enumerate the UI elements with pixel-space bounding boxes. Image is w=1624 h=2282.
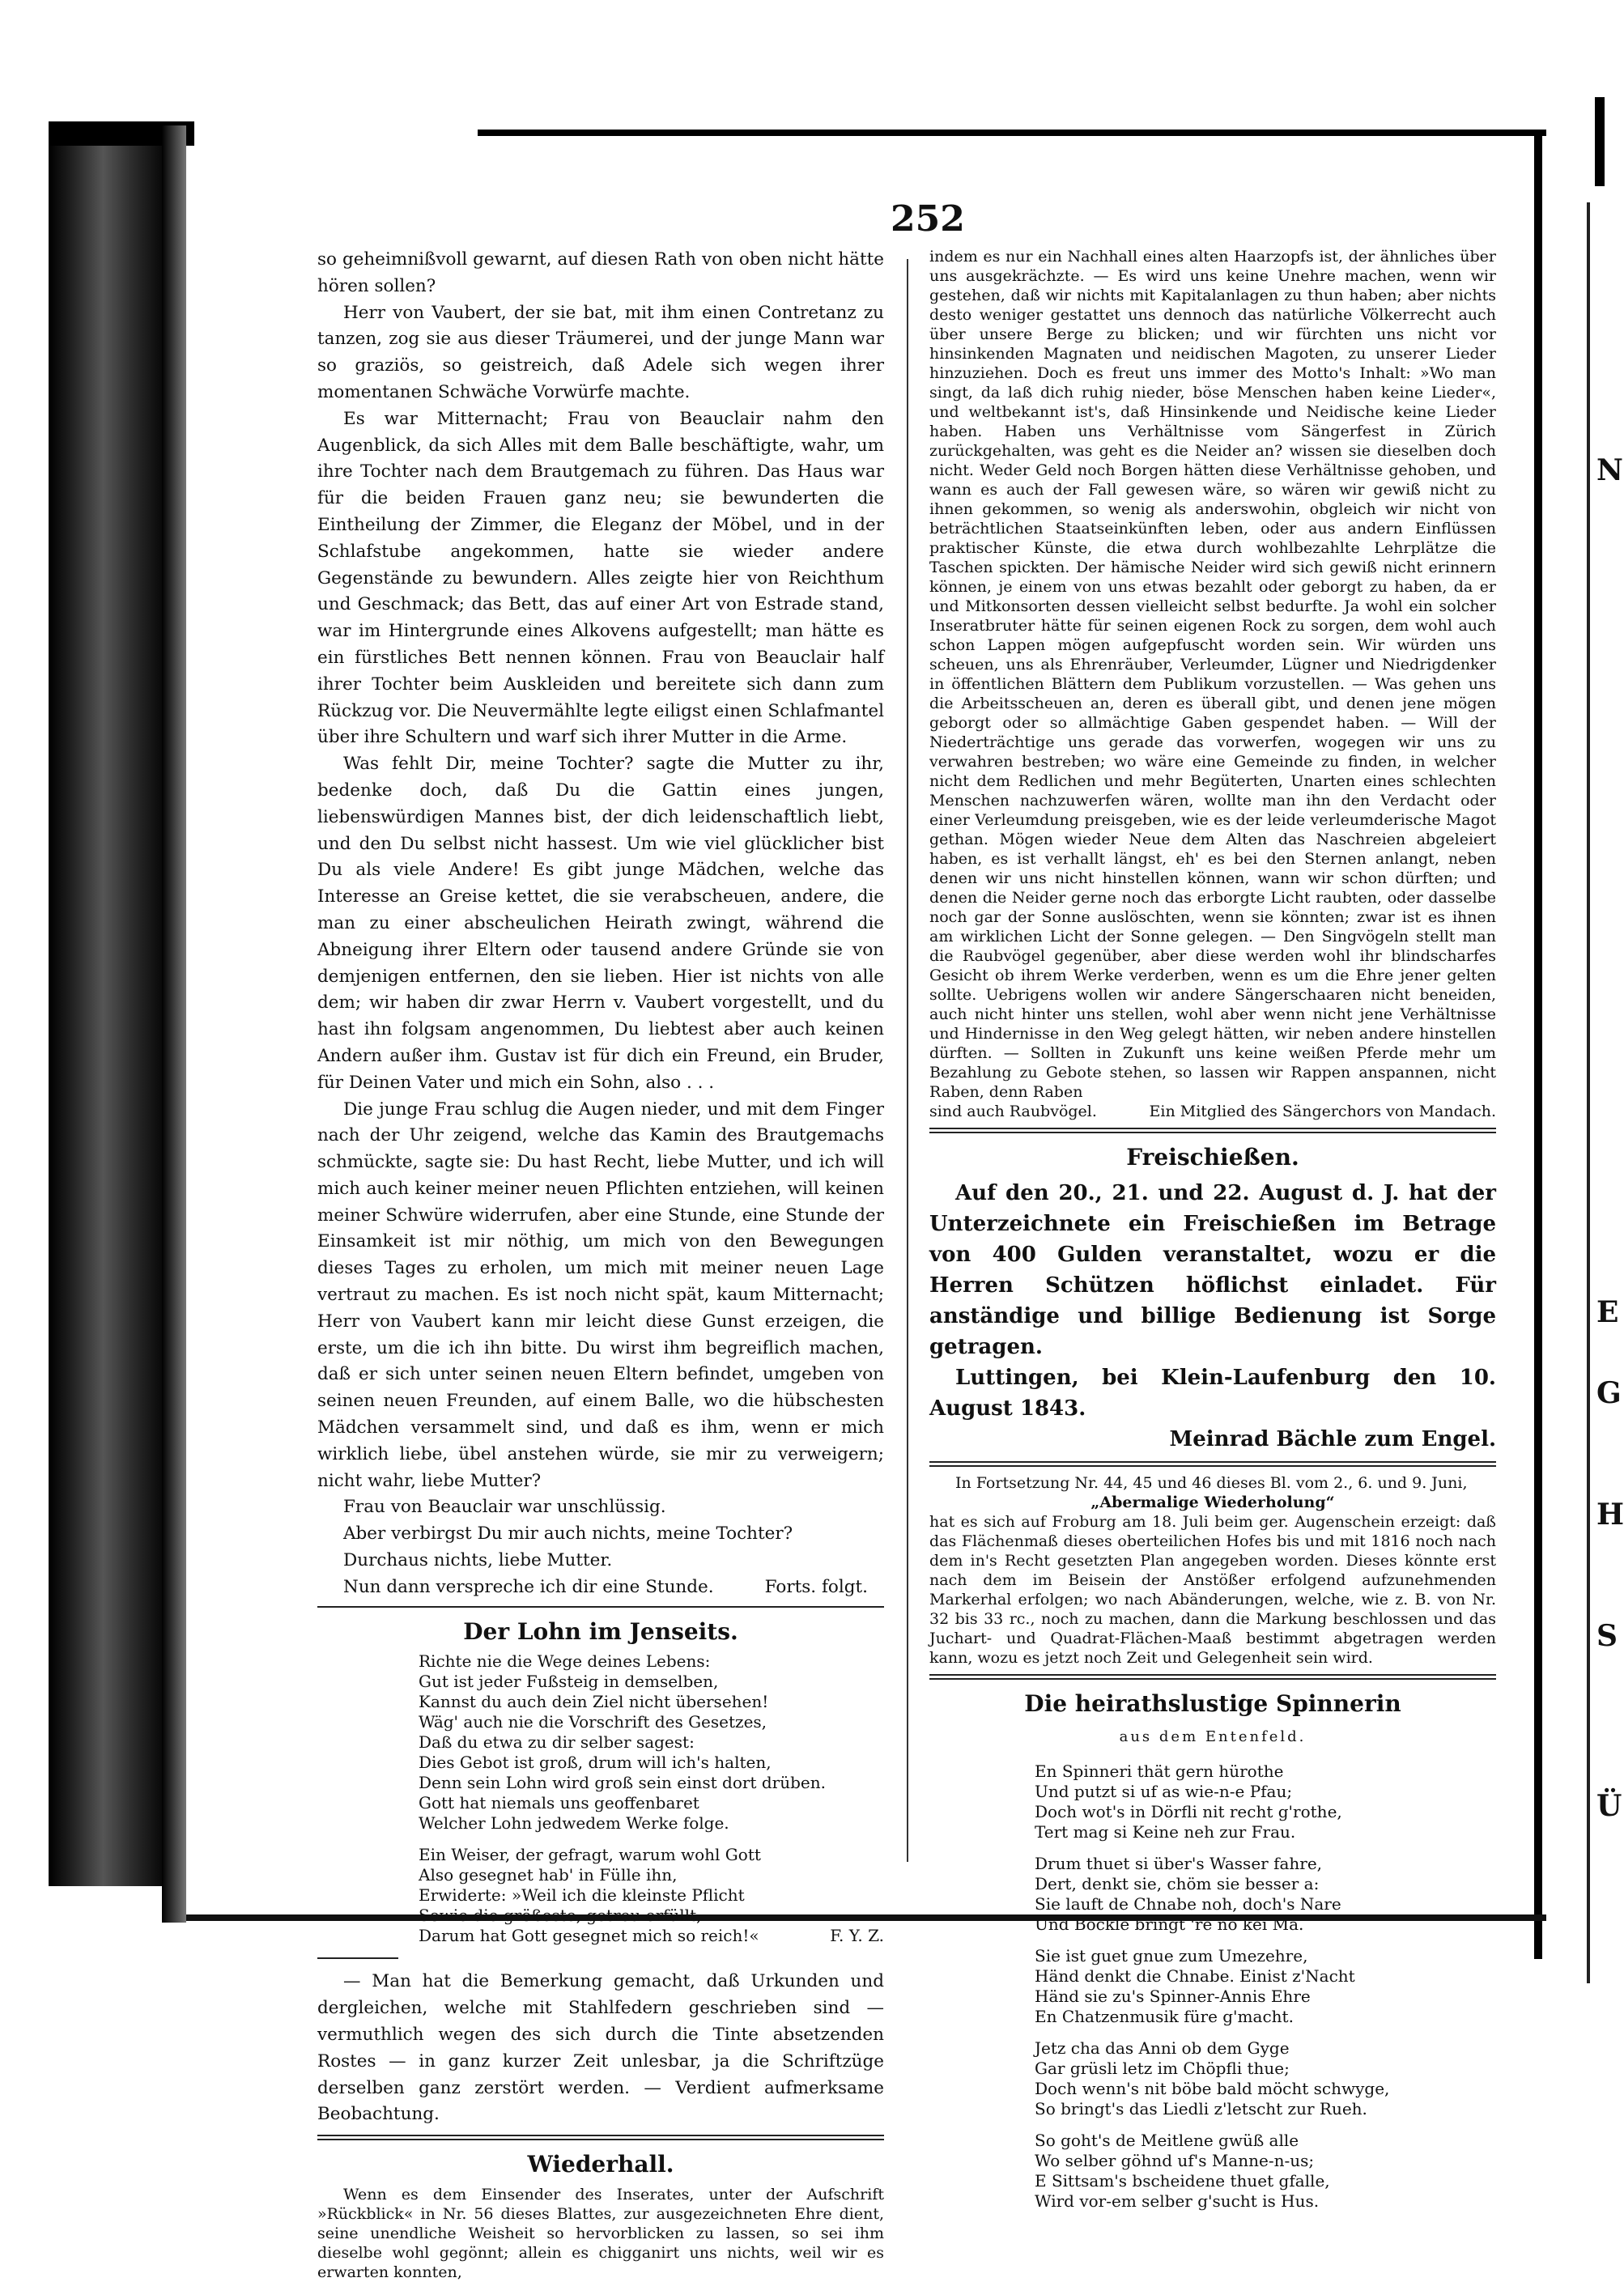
poem-line: En Spinneri thät gern hürothe [1035,1761,1284,1782]
margin-fragment: N [1596,453,1623,487]
poem-line: Wäg' auch nie die Vorschrift des Gesetzes, [419,1712,767,1732]
spinnerin-poem [929,1761,1496,2212]
poem-stanza [1035,2038,1496,2119]
page-gutter-shadow [162,125,186,1923]
poem-line: Dies Gebot ist groß, drum will ich's halten, [419,1753,772,1773]
serial-last-line: Nun dann verspreche ich dir eine Stunde. [343,1576,714,1597]
freischiessen-place: Luttingen, bei Klein-Laufenburg den 10. August 1843. [929,1365,1496,1421]
poem-line: Drum thuet si über's Wasser fahre, [1035,1854,1323,1874]
poem-line: Dert, denkt sie, chöm sie besser a: [1035,1874,1320,1894]
poem-signature: F. Y. Z. [830,1926,884,1946]
adjacent-page-strip [1562,97,1619,1959]
poem-line: Händ sie zu's Spinner-Annis Ehre [1035,1987,1311,2007]
continuation-note: Forts. folgt. [764,1576,868,1597]
poem-line: Jetz cha das Anni ob dem Gyge [1035,2038,1290,2059]
freischiessen-title: Freischießen. [1126,1144,1299,1171]
left-column [317,247,884,2282]
serial-paragraph: Was fehlt Dir, meine Tochter? sagte die Mutter zu ihr, bedenke doch, daß Du die Gattin eines jungen, liebenswürdigen Mannes bist, der dich leidenschaftlich liebt, und den Du selbst nicht hassest. Um wie viel glücklicher bist Du als viele Andere! Es gibt junge Mädchen, welche das Interesse an Greise kettet, die sie verabscheuen, andere, die man zu einer abscheulichen Heirath zwingt, während die Abneigung ihrer Eltern oder tausend andere Gründe sie von demjenigen entfernen, den sie lieben. Hier ist nichts von alle dem; wir haben dir zwar Herrn v. Vaubert vorgestellt, und du hast ihn folgsam angenommen, Du liebtest aber auch keinen Andern außer ihm. Gustav ist für dich ein Freund, ein Bruder, für Deinen Vater und mich ein Sohn, also . . . [317,754,884,1093]
poem-line: So goht's de Meitlene gwüß alle [1035,2131,1299,2151]
note-paragraph: — Man hat die Bemerkung gemacht, daß Urkunden und dergleichen, welche mit Stahlfedern geschrieben sind — vermuthlich wegen des sich durch die Tinte absetzenden Rostes — in ganz kurzer Zeit unlesbar, ja die Schriftzüge derselben ganz zerstört werden. — Verdient aufmerksame Beobachtung. [317,1971,884,2125]
poem-stanza [1035,1946,1496,2027]
margin-fragment: E [1596,1295,1619,1329]
poem-line: Darum hat Gott gesegnet mich so reich!« [419,1926,759,1946]
poem-line: Gott hat niemals uns geoffenbaret [419,1793,699,1813]
poem-title: Der Lohn im Jenseits. [463,1617,738,1645]
poem-line: Welcher Lohn jedwedem Werke folge. [419,1813,729,1834]
section-double-rule [929,1461,1496,1467]
freischiessen-text: Auf den 20., 21. und 22. August d. J. hat der Unterzeichnete ein Freischießen im Betrage von 400 Gulden veranstaltet, wozu er die Herren Schützen höflichst einladet. Für anständige und billige Bedienung ist Sorge getragen. [929,1180,1496,1359]
poem-line: E Sittsam's bscheidene thuet gfalle, [1035,2171,1330,2191]
freischiessen-signature: Meinrad Bächle zum Engel. [1169,1426,1496,1451]
wiederhall-signature: Ein Mitglied des Sängerchors von Mandach. [1149,1103,1496,1120]
poem-line: En Chatzenmusik füre g'macht. [1035,2007,1294,2027]
fortsetzung-text: hat es sich auf Froburg am 18. Juli beim ger. Augenschein erzeigt: daß das Flächenmaß dieses oberteilichen Hofes bis und mit 1816 noch nach dem in's Recht gesetzten Plan angegeben worden. Dieses könnte erst nach dem im Beisein der Anstößer erfolgend aufzunehmenden Markerhal erfolgen; wo nach Abänderungen, welche, wie z. B. von Nr. 32 bis 33 rc., noch zu machen, dann die Markung beschlossen und das Juchart- und Quadrat-Flächen-Maaß bestimmt abgetragen werden kann, wozu es jetzt noch Zeit und Gelegenheit sein wird. [929,1512,1496,1667]
poem-line: Sie lauft de Chnabe noh, doch's Nare [1035,1894,1341,1914]
section-double-rule [317,2135,884,2140]
frame-top-edge [478,130,1546,136]
serial-line: Frau von Beauclair war unschlüssig. [343,1497,666,1518]
wiederhall-last-line: sind auch Raubvögel. [929,1103,1097,1120]
serial-paragraph: Herr von Vaubert, der sie bat, mit ihm einen Contretanz zu tanzen, zog sie aus dieser Träumerei, und der junge Mann war so graziös, so geistreich, daß Adele sich wegen ihrer momentanen Schwäche Vorwürfe machte. [317,302,884,402]
poem-line: Sowie die größeste, getreu erfüllt, [419,1906,702,1926]
poem-line: Wo selber göhnd uf's Manne-n-us; [1035,2151,1315,2171]
poem-line: Ein Weiser, der gefragt, warum wohl Gott [419,1845,761,1865]
poem-last-row [419,1926,884,1946]
poem-line: Wird vor-em selber g'sucht is Hus. [1035,2191,1320,2212]
poem-line: Gar grüsli letz im Chöpfli thue; [1035,2059,1290,2079]
book-binding-edge [0,0,186,1991]
poem-stanza [1035,2131,1496,2212]
poem-stanza [419,1845,884,1946]
poem-line: Tert mag si Keine neh zur Frau. [1035,1822,1296,1842]
adjacent-page-edge [1587,202,1590,1983]
serial-last-row [317,1574,884,1601]
poem-line: Doch wot's in Dörfli nit recht g'rothe, [1035,1802,1342,1822]
margin-fragment: G [1596,1376,1622,1410]
poem-line: Gut ist jeder Fußsteig in demselben, [419,1672,719,1692]
serial-line: Aber verbirgst Du mir auch nichts, meine Tochter? [343,1523,793,1545]
section-double-rule [929,1674,1496,1680]
poem-stanza [419,1651,884,1834]
spinnerin-subtitle: aus dem Entenfeld. [1119,1727,1307,1745]
poem-line: Also gesegnet hab' in Fülle ihn, [419,1865,678,1885]
poem-line: Denn sein Lohn wird groß sein einst dort drüben. [419,1773,826,1793]
fortsetzung-line: In Fortsetzung Nr. 44, 45 und 46 dieses Bl. vom 2., 6. und 9. Juni, [955,1473,1468,1492]
poem-stanza [1035,1854,1496,1935]
short-rule [317,1957,398,1959]
serial-paragraph: Die junge Frau schlug die Augen nieder, und mit dem Finger nach der Uhr zeigend, welche das Kamin des Brautgemachs schmückte, sagte sie: Du hast Recht, liebe Mutter, und ich will mich auch keiner meiner neuen Pflichten entziehen, will keinen meiner Schwüre widerrufen, aber eine Stunde, eine Stunde der Einsamkeit ist mir nöthig, um mich von den Bewegungen dieses Tages zu erholen, um mich mit meiner neuen Lage vertraut zu machen. Es ist noch nicht spät, kaum Mitternacht; Herr von Vaubert kann mir leicht diese Gunst erzeigen, die erste, um die ich ihn bitte. Du wirst ihm begreiflich machen, daß er sich unter seinen neuen Eltern befindet, umgeben von seinen neuen Freunden, auf einem Balle, wo die hübschesten Mädchen versammelt sind, und daß es ihm, wenn er mich wirklich liebe, übel anstehen würde, sie mir zu verweigern; nicht wahr, liebe Mutter? [317,1099,884,1491]
poem-stanza [1035,1761,1496,1842]
serial-line: Durchaus nichts, liebe Mutter. [343,1550,613,1571]
wiederhall-paragraph: Wenn es dem Einsender des Inserates, unter der Aufschrift »Rückblick« in Nr. 56 dieses Blattes, zur ausgezeichneten Ehre dient, seine unendliche Weisheit so hervorblicken zu lassen, so sei ihm dieselbe wohl gegönnt; allein es chigganirt uns nichts, weil wir es erwarten konnten, [317,2186,884,2282]
serial-paragraph: so geheimnißvoll gewarnt, auf diesen Rath von oben nicht hätte hören sollen? [317,249,884,296]
spinnerin-title: Die heirathslustige Spinnerin [1024,1689,1401,1717]
right-column [929,247,1496,2223]
margin-fragment: S [1596,1619,1618,1653]
section-double-rule [929,1128,1496,1133]
poem-line: Erwiderte: »Weil ich die kleinste Pflicht [419,1885,745,1906]
poem-line: Kannst du auch dein Ziel nicht übersehen! [419,1692,769,1712]
adjacent-page-bar [1595,97,1605,186]
poem-line: Händ denkt die Chnabe. Einist z'Nacht [1035,1966,1355,1987]
poem-line: Und Böckle bringt 're no kei Ma. [1035,1914,1304,1935]
serial-paragraph: Es war Mitternacht; Frau von Beauclair nahm den Augenblick, da sich Alles mit dem Balle beschäftigte, wahr, um ihre Tochter nach dem Brautgemach zu führen. Das Haus war für die beiden Frauen ganz neu; sie bewunderten die Eintheilung der Zimmer, die Eleganz der Möbel, und in der Schlafstube angekommen, hatte sie wieder andere Gegenstände zu bewundern. Alles zeigte hier von Reichthum und Geschmack; das Bett, das auf einer Art von Estrade stand, war im Hintergrunde eines Alkovens aufgestellt; man hätte es ein fürstliches Bett nennen können. Frau von Beauclair half ihrer Tochter beim Auskleiden und bereitete sich dann zum Rückzug vor. Die Neuvermählte legte eiligst einen Schlafmantel über ihre Schultern und warf sich ihrer Mutter in die Arme. [317,408,884,748]
frame-right-edge [1534,130,1542,1959]
margin-fragment: H [1596,1498,1624,1532]
wiederhall-last-row [929,1102,1496,1121]
page-number: 252 [891,198,965,240]
wiederhall-continued: indem es nur ein Nachhall eines alten Haarzopfs ist, der ähnliches über uns ausgekrächzte. — Es wird uns keine Unehre machen, wenn wir gestehen, daß wir nichts mit Kapitalanlagen zu thun haben; aber nichts desto weniger gestattet uns dennoch das natürliche Völkerrecht auch über unsere Berge zu blicken; und wir fürchten uns nicht vor hinsinkenden Magnaten und neidischen Magoten, zu unserer Lieder hinzuziehen. Doch es freut uns immer des Motto's Inhalt: »Wo man singt, da laß dich ruhig nieder, böse Menschen haben keine Lieder«, und weltbekannt ist's, daß Hinsinkende und Neidische keine Lieder haben. Haben uns Verhältnisse vom Sängerfest in Zürich zurückgehalten, was geht es die Neider an? wissen sie dieselben doch nicht. Weder Geld noch Borgen hätten diese Verhältnisse gehoben, und wann es auch der Fall gewesen wäre, so wären wir gewiß nicht zu ihnen gekommen, so wenig als anderswohin, obgleich wir nicht von beträchtlichen Staatseinkünften leben, oder aus andern Einflüssen praktischer Künste, die etwa durch wohlbezahlte Lehrplätze die Taschen spickten. Der hämische Neider wird sich gewiß nicht erinnern können, je einem von uns etwas bezahlt oder geborgt zu haben, da er und Mitkonsorten dessen vielleicht selbst bedurfte. Ja wohl ein solcher Inseratbruter hätte für seinen eigenen Rock zu sorgen, dem wohl auch schon Lappen mögen aufgepfuscht worden sein. Wir würden uns scheuen, uns als Ehrenräuber, Verleumder, Lügner und Niedrigdenker in öffentlichen Blättern dem Publikum vorzustellen. — Was gehen uns die Arbeitsscheuen an, deren es überall gibt, und denen jene mögen geborgt oder so allmächtige Gaben gespendet haben. — Will der Niederträchtige uns gerade das vorwerfen, wogegen wir uns zu verwahren bestreben; wo wäre eine Gemeinde zu finden, in welcher nicht dem Redlichen und mehr Begüterten, Unarten eines schlechten Menschen nachzuwerfen wären, wollte man ihn den Verdacht oder einer Verleumdung preisgeben, wie es der leide verleumderische Magot gethan. Mögen wieder Neue dem Alten das Naschreien abgeleiert haben, es ist verhallt längst, eh' es bei den Sternen anlangt, neben denen wir uns nicht hinstellen können, wann wir schon dürften; und denen die Neider gerne noch das erborgte Licht raubten, oder dasselbe noch gar der Sonne auslöschten, wenn sie könnten; zwar ist es ihnen am wirklichen Licht der Sonne gelegen. — Den Singvögeln stellt man die Raubvögel gegenüber, aber diese werden wohl ihr blindscharfes Gesicht ob ihrem Werke verderben, wenn es um die Ehre jener gelten sollte. Uebrigens wollen wir andere Sängerschaaren nicht beneiden, auch nicht hinter uns stellen, wohl aber wenn nicht jene Verhältnisse und Hindernisse in den Weg gelegt hätten, wir neben andere hinstellen dürften. — Sollten in Zukunft uns keine weißen Pferde mehr um Bezahlung zu Gebote stehen, so lassen wir Rappen anspannen, nicht Raben, denn Raben [929,248,1496,1101]
poem-line: Und putzt si uf as wie-n-e Pfau; [1035,1782,1293,1802]
poem-line: Doch wenn's nit böbe bald möcht schwyge, [1035,2079,1390,2099]
poem-line: Daß du etwa zu dir selber sagest: [419,1732,695,1753]
wiederhall-title: Wiederhall. [527,2151,674,2178]
poem-line: Richte nie die Wege deines Lebens: [419,1651,711,1672]
poem [317,1651,884,1946]
fortsetzung-title: „Abermalige Wiederholung“ [1090,1493,1335,1511]
poem-line: So bringt's das Liedli z'letscht zur Rueh. [1035,2099,1367,2119]
binding-shadow [49,121,170,1886]
section-rule [317,1606,884,1608]
poem-line: Sie ist guet gnue zum Umezehre, [1035,1946,1308,1966]
margin-fragment: Ü [1596,1789,1622,1823]
column-divider [907,259,908,1862]
